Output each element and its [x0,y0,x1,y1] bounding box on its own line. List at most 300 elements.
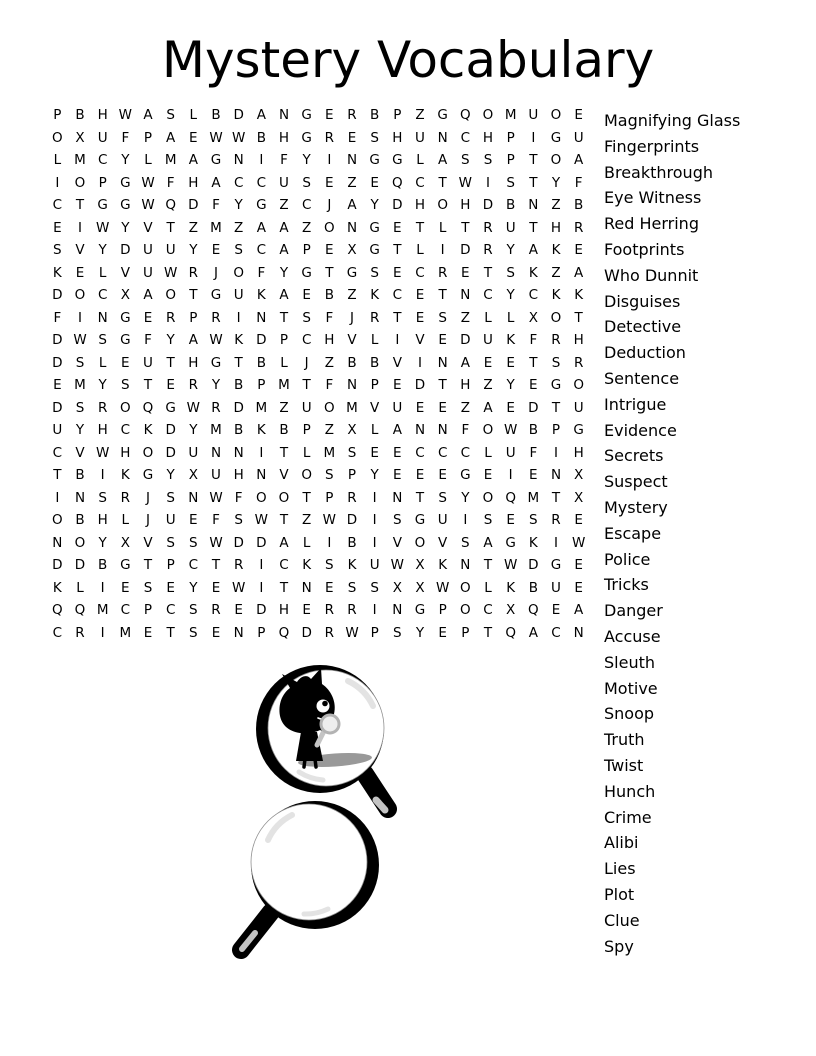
grid-letter: B [279,422,289,439]
grid-letter: C [415,174,425,191]
grid-letter: P [143,602,153,619]
grid-letter: E [393,467,402,484]
word-list-item: Lies [604,859,636,879]
grid-letter: D [528,557,539,574]
grid-letter: L [506,309,515,326]
grid-letter: S [483,512,493,529]
grid-letter: C [483,287,493,304]
grid-letter: N [210,444,222,461]
grid-letter: S [506,174,515,191]
grid-letter: R [369,309,380,326]
grid-letter: P [551,422,561,439]
grid-letter: E [302,287,311,304]
grid-letter: X [75,129,85,146]
grid-letter: R [551,512,561,529]
grid-letter: Q [392,174,403,191]
grid-letter: S [166,534,175,551]
grid-letter: S [461,152,470,169]
grid-letter: Z [324,354,334,371]
grid-letter: T [529,174,538,191]
grid-letter: C [52,624,63,641]
grid-letter: X [347,422,357,439]
grid-letter: R [75,624,85,641]
grid-letter: E [461,264,470,281]
grid-letter: T [483,624,493,641]
grid-letter: V [143,534,153,551]
grid-letter: R [324,602,335,619]
grid-letter: G [210,287,222,304]
grid-letter: E [166,377,175,394]
grid-letter: U [165,242,176,259]
grid-letter: I [100,579,105,596]
grid-letter: U [392,399,403,416]
grid-letter: H [482,129,494,146]
grid-letter: U [551,579,561,596]
grid-letter: P [166,557,175,574]
grid-letter: E [393,264,402,281]
grid-letter: P [347,467,357,484]
grid-letter: F [212,512,220,529]
grid-letter: S [166,107,175,124]
grid-letter: A [279,287,289,304]
grid-letter: B [234,422,244,439]
grid-letter: E [393,219,402,236]
grid-letter: W [73,332,87,349]
grid-letter: S [506,264,515,281]
grid-letter: J [214,264,218,281]
grid-letter: V [415,332,425,349]
grid-letter: P [370,624,379,641]
grid-letter: Y [98,534,107,551]
grid-letter: E [415,287,425,304]
grid-letter: A [347,197,357,214]
grid-letter: Z [460,399,470,416]
grid-letter: A [483,399,493,416]
grid-letter: U [52,422,63,439]
grid-letter: F [166,174,175,191]
grid-letter: S [370,129,379,146]
word-list-item: Truth [604,730,645,750]
grid-letter: E [438,332,447,349]
grid-letter: I [554,534,558,551]
grid-letter: O [573,377,584,394]
grid-letter: C [551,624,561,641]
grid-letter: G [550,129,562,146]
grid-letter: E [234,602,243,619]
grid-letter: M [527,489,540,506]
grid-letter: J [350,309,354,326]
grid-letter: S [325,557,334,574]
grid-letter: O [550,107,562,124]
grid-letter: K [438,557,448,574]
grid-letter: D [233,534,244,551]
grid-letter: D [74,557,86,574]
word-list-item: Magnifying Glass [604,111,741,130]
grid-letter: E [506,399,515,416]
grid-letter: T [393,242,402,259]
grid-letter: B [211,107,221,124]
grid-letter: N [233,152,244,169]
grid-letter: S [347,444,357,461]
word-list-item: Motive [604,678,658,698]
grid-letter: W [345,624,359,641]
grid-letter: D [346,512,358,529]
grid-letter: W [186,399,200,416]
grid-letter: L [98,354,107,371]
grid-letter: H [573,332,584,349]
grid-letter: I [395,332,400,349]
grid-letter: F [53,309,62,326]
grid-letter: L [76,579,84,596]
grid-letter: N [573,624,584,641]
grid-letter: M [119,624,132,641]
grid-letter: O [142,444,154,461]
grid-letter: I [418,354,422,371]
grid-letter: S [143,579,153,596]
grid-letter: L [484,309,492,326]
grid-letter: A [188,152,198,169]
grid-letter: N [414,422,426,439]
grid-letter: K [256,287,266,304]
grid-letter: E [166,579,175,596]
grid-letter: X [415,557,425,574]
grid-letter: C [188,557,199,574]
grid-letter: F [529,332,538,349]
grid-letter: G [301,264,312,281]
grid-letter: I [327,152,332,169]
grid-letter: P [189,309,198,326]
grid-letter: E [551,602,561,619]
grid-letter: Y [189,579,198,596]
grid-letter: L [370,422,379,439]
grid-letter: Y [166,332,175,349]
grid-letter: E [211,624,221,641]
grid-letter: L [484,579,492,596]
grid-letter: U [143,242,153,259]
grid-letter: S [53,242,62,259]
grid-letter: E [574,512,583,529]
grid-letter: Q [505,624,516,641]
grid-letter: R [211,602,221,619]
grid-letter: C [301,332,312,349]
grid-letter: P [53,107,62,124]
grid-letter: O [233,264,244,281]
grid-letter: E [438,467,447,484]
grid-letter: T [75,197,85,214]
grid-letter: U [528,107,539,124]
grid-letter: W [209,489,223,506]
grid-letter: U [505,219,516,236]
grid-letter: D [120,242,131,259]
grid-letter: L [189,107,198,124]
grid-letter: G [414,602,426,619]
grid-letter: B [347,354,357,371]
grid-letter: C [460,444,471,461]
grid-letter: Q [278,624,290,641]
grid-letter: Z [551,264,561,281]
grid-letter: A [392,422,402,439]
grid-letter: C [392,287,403,304]
grid-letter: T [461,219,470,236]
grid-letter: C [120,602,131,619]
grid-letter: K [256,422,266,439]
grid-letter: K [120,467,130,484]
grid-letter: E [211,242,221,259]
grid-letter: T [325,264,334,281]
word-list-item: Evidence [604,420,677,440]
grid-letter: B [370,354,380,371]
grid-letter: N [437,354,448,371]
grid-letter: Y [98,242,107,259]
grid-letter: L [280,354,288,371]
grid-letter: R [573,219,584,236]
grid-letter: Y [189,422,198,439]
grid-letter: L [370,332,379,349]
grid-letter: V [392,354,402,371]
grid-letter: E [415,467,425,484]
grid-letter: I [55,489,60,506]
grid-letter: F [144,332,152,349]
grid-letter: H [414,197,426,214]
grid-letter: N [233,444,244,461]
grid-letter: U [165,512,176,529]
grid-letter: E [393,444,402,461]
grid-letter: B [256,354,266,371]
grid-letter: Q [142,399,154,416]
grid-letter: B [324,287,334,304]
grid-letter: C [483,602,493,619]
grid-letter: S [189,602,198,619]
word-list-item: Intrigue [604,394,667,414]
grid-letter: P [257,377,266,394]
grid-letter: X [506,602,516,619]
grid-letter: T [166,219,175,236]
word-list-item: Who Dunnit [604,265,699,285]
grid-letter: U [301,399,312,416]
grid-letter: D [233,107,244,124]
grid-letter: K [551,242,561,259]
grid-letter: G [369,152,380,169]
grid-letter: E [347,129,357,146]
grid-letter: S [302,174,311,191]
grid-letter: T [574,309,583,326]
grid-letter: I [372,602,377,619]
grid-letter: A [574,152,584,169]
grid-letter: K [302,557,312,574]
grid-letter: I [259,444,264,461]
grid-letter: I [100,467,105,484]
grid-letter: X [574,489,584,506]
grid-letter: A [574,602,584,619]
grid-letter: P [302,242,311,259]
grid-letter: T [143,557,153,574]
grid-letter: N [278,107,290,124]
grid-letter: D [460,242,471,259]
grid-letter: K [347,557,357,574]
grid-letter: W [231,129,246,146]
grid-letter: S [98,332,107,349]
grid-letter: N [392,602,403,619]
grid-letter: B [347,534,357,551]
grid-letter: T [483,264,493,281]
grid-letter: B [98,557,108,574]
grid-letter: E [325,107,334,124]
grid-letter: O [482,422,494,439]
grid-letter: F [212,197,220,214]
grid-letter: F [325,309,334,326]
grid-letter: M [210,219,222,236]
grid-letter: D [460,332,471,349]
grid-letter: H [573,444,584,461]
grid-letter: V [75,444,85,461]
grid-letter: T [143,377,153,394]
grid-letter: C [528,287,539,304]
grid-letter: E [438,399,447,416]
grid-letter: F [280,152,288,169]
grid-letter: E [53,377,62,394]
grid-letter: F [257,264,266,281]
grid-letter: C [120,422,131,439]
grid-letter: N [97,309,108,326]
grid-letter: S [370,264,379,281]
grid-letter: C [415,264,425,281]
grid-letter: L [416,152,424,169]
grid-letter: P [393,107,402,124]
grid-letter: U [483,332,493,349]
grid-letter: S [393,512,402,529]
grid-letter: T [234,354,243,371]
grid-letter: Q [52,602,63,619]
word-list-item: Mystery [604,497,668,517]
grid-letter: S [121,377,130,394]
grid-letter: W [209,332,223,349]
grid-letter: D [165,444,176,461]
grid-letter: K [528,264,538,281]
grid-letter: N [256,467,267,484]
grid-letter: G [460,467,471,484]
grid-letter: L [121,512,130,529]
grid-letter: Y [189,242,198,259]
grid-letter: P [506,152,515,169]
grid-letter: Y [370,197,379,214]
word-list-item: Red Herring [604,214,699,234]
grid-letter: X [574,467,584,484]
grid-letter: S [393,624,402,641]
grid-letter: V [392,534,402,551]
grid-letter: R [211,399,221,416]
grid-letter: A [166,129,176,146]
grid-letter: I [554,444,558,461]
grid-letter: D [256,332,267,349]
grid-letter: J [146,489,150,506]
word-list-item: Suspect [604,472,668,492]
grid-letter: N [460,557,471,574]
grid-letter: P [257,624,266,641]
grid-letter: K [551,287,561,304]
word-list-item: Deduction [604,343,686,363]
grid-letter: W [571,534,586,551]
grid-letter: B [528,422,538,439]
grid-letter: O [550,309,562,326]
cat-eye [317,700,330,713]
grid-letter: T [529,354,538,371]
grid-letter: D [233,399,244,416]
grid-letter: S [234,242,243,259]
grid-letter: D [52,332,63,349]
grid-letter: R [347,602,357,619]
grid-letter: O [74,534,86,551]
grid-letter: P [461,624,470,641]
grid-letter: B [234,377,244,394]
grid-letter: N [528,197,539,214]
grid-letter: U [415,129,425,146]
grid-letter: S [189,534,198,551]
grid-letter: E [574,557,583,574]
grid-letter: O [301,467,312,484]
grid-letter: S [75,399,85,416]
grid-letter: N [550,467,562,484]
grid-letter: H [324,332,335,349]
grid-letter: Y [415,624,425,641]
grid-letter: C [97,152,108,169]
grid-letter: M [278,377,290,394]
grid-letter: D [392,197,403,214]
grid-letter: G [301,129,312,146]
grid-letter: Z [234,219,244,236]
grid-letter: S [166,489,175,506]
grid-letter: M [504,107,517,124]
grid-letter: Y [461,489,470,506]
grid-letter: W [322,512,336,529]
grid-letter: D [52,287,63,304]
grid-letter: Y [211,377,221,394]
grid-letter: C [52,197,63,214]
grid-letter: N [346,152,358,169]
grid-letter: W [118,107,132,124]
grid-letter: H [97,422,108,439]
grid-letter: I [372,512,377,529]
grid-letter: G [120,197,131,214]
grid-letter: W [95,444,110,461]
grid-letter: J [304,354,309,371]
grid-letter: Z [347,174,357,191]
word-list-item: Plot [604,884,635,904]
grid-letter: B [75,467,85,484]
grid-letter: E [302,602,311,619]
grid-letter: Y [370,467,379,484]
grid-letter: W [458,174,472,191]
grid-letter: S [438,309,447,326]
grid-letter: A [188,332,198,349]
grid-letter: I [372,489,377,506]
grid-letter: F [121,129,130,146]
grid-letter: A [574,264,584,281]
grid-letter: N [437,129,448,146]
grid-letter: T [415,489,425,506]
grid-letter: E [574,242,583,259]
grid-letter: G [369,242,380,259]
grid-letter: H [550,219,562,236]
word-list-item: Police [604,549,651,569]
grid-letter: O [324,219,335,236]
grid-letter: A [211,174,221,191]
grid-letter: E [325,579,334,596]
grid-letter: B [370,107,380,124]
grid-letter: D [165,422,176,439]
grid-letter: I [440,242,445,259]
grid-letter: D [188,197,199,214]
grid-letter: S [234,512,243,529]
